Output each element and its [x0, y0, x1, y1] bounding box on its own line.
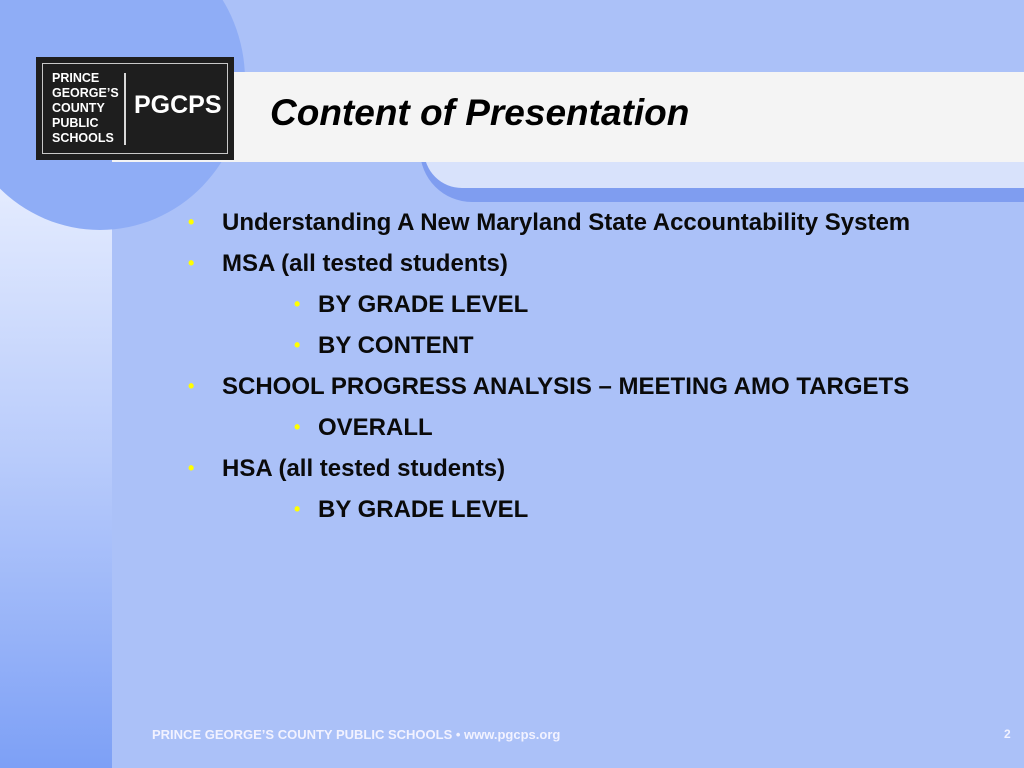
- bullet-text: MSA (all tested students): [222, 250, 508, 277]
- bullet-icon: •: [188, 458, 195, 478]
- bullet-item: [186, 452, 986, 485]
- logo-abbreviation: PGCPS: [134, 91, 222, 119]
- bullet-list: [186, 206, 986, 534]
- logo-divider: [124, 73, 126, 145]
- bullet-icon: •: [294, 335, 301, 355]
- bullet-icon: •: [294, 499, 301, 519]
- bullet-icon: •: [188, 212, 195, 232]
- sub-bullet-text: BY CONTENT: [318, 332, 474, 359]
- logo-words: PRINCE GEORGE’S COUNTY PUBLIC SCHOOLS: [52, 71, 119, 145]
- bullet-text: SCHOOL PROGRESS ANALYSIS – MEETING AMO TARGETS: [222, 373, 910, 400]
- bullet-icon: •: [294, 294, 301, 314]
- sub-bullet-item: [186, 411, 986, 444]
- page-number: 2: [1004, 727, 1011, 741]
- sub-bullet-text: BY GRADE LEVEL: [318, 291, 529, 318]
- bullet-icon: •: [188, 253, 195, 273]
- sub-bullet-item: [186, 329, 986, 362]
- bullet-icon: •: [294, 417, 301, 437]
- bullet-item: [186, 247, 986, 280]
- bullet-icon: •: [188, 376, 195, 396]
- footer-text: PRINCE GEORGE’S COUNTY PUBLIC SCHOOLS • www.pgcps.org: [152, 727, 561, 742]
- bullet-item: [186, 206, 986, 239]
- bullet-text: HSA (all tested students): [222, 455, 506, 482]
- sub-bullet-text: BY GRADE LEVEL: [318, 496, 529, 523]
- sub-bullet-text: OVERALL: [318, 414, 433, 441]
- bullet-text: Understanding A New Maryland State Accountability System: [222, 209, 911, 236]
- bullet-item: [186, 370, 986, 403]
- pgcps-logo: [36, 57, 234, 160]
- sub-bullet-item: [186, 288, 986, 321]
- slide-title: Content of Presentation: [270, 92, 690, 133]
- sub-bullet-item: [186, 493, 986, 526]
